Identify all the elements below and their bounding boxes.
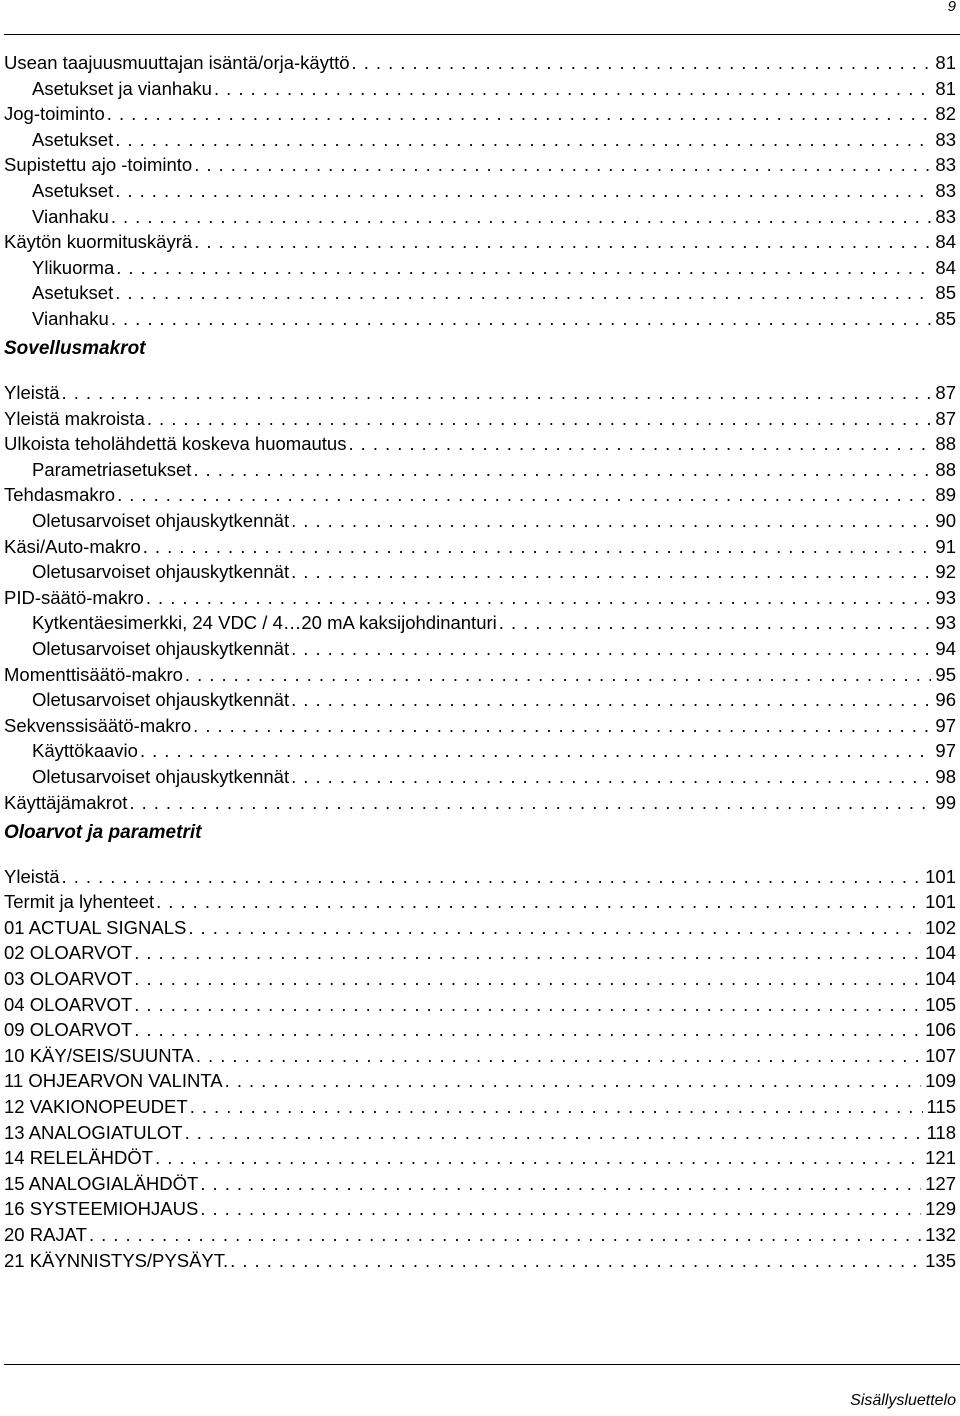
toc-entry-title: Usean taajuusmuuttajan isäntä/orja-käyttö (4, 52, 350, 73)
toc-entry[interactable] (4, 611, 956, 635)
toc-entry-title: Yleistä makroista (4, 407, 145, 429)
toc-entry[interactable] (4, 1249, 956, 1273)
dot-leader (62, 865, 922, 889)
toc-entry-page-number: 135 (925, 1249, 956, 1271)
toc-entry-title: 21 KÄYNNISTYS/PYSÄYT. (4, 1249, 229, 1271)
dot-leader (117, 483, 931, 507)
toc-entry-page-number: 88 (935, 458, 956, 480)
toc-entry-title: Käytön kuormituskäyrä (4, 231, 193, 253)
toc-entry-page-number: 102 (925, 916, 956, 938)
toc-entry[interactable] (4, 916, 956, 940)
toc-entry[interactable] (4, 993, 956, 1017)
toc-entry-title: Oletusarvoiset ohjauskytkennät (32, 561, 290, 583)
toc-entry-title: Asetukset (32, 180, 114, 201)
dot-leader (134, 941, 921, 965)
toc-entry-page-number: 105 (925, 993, 956, 1015)
toc-entry-page-number: 99 (935, 791, 956, 813)
toc-entry[interactable] (4, 637, 956, 661)
toc-entry[interactable] (4, 51, 956, 75)
toc-entry[interactable] (4, 1121, 956, 1145)
toc-entry-title: 04 OLOARVOT (4, 993, 133, 1015)
toc-entry-page-number: 85 (935, 282, 956, 304)
toc-entry[interactable] (4, 205, 956, 229)
dot-leader (62, 381, 932, 405)
toc-entry[interactable] (4, 1223, 956, 1247)
toc-entry[interactable] (4, 102, 956, 126)
toc-entry-page-number: 109 (925, 1070, 956, 1092)
dot-leader (134, 1018, 921, 1042)
toc-entry-page-number: 85 (935, 308, 956, 329)
dot-leader (115, 281, 931, 305)
toc-entry-page-number: 96 (935, 689, 956, 711)
toc-entry[interactable] (4, 407, 956, 431)
dot-leader (200, 1172, 921, 1196)
toc-entry-title: 03 OLOARVOT (4, 968, 133, 989)
toc-entry-page-number: 101 (925, 891, 956, 913)
toc-entry-page-number: 107 (925, 1044, 956, 1066)
dot-leader (188, 916, 921, 940)
dot-leader (107, 102, 932, 126)
toc-entry-page-number: 129 (925, 1198, 956, 1220)
toc-entry[interactable] (4, 230, 956, 254)
toc-entry-title: PID-säätö-makro (4, 586, 144, 608)
header-rule (4, 34, 960, 35)
toc-entry-page-number: 83 (935, 180, 956, 201)
toc-entry-title: 13 ANALOGIATULOT (4, 1121, 183, 1143)
toc-entry-title: Tehdasmakro (4, 484, 116, 506)
toc-entry[interactable] (4, 1172, 956, 1196)
toc-entry-title: 09 OLOARVOT (4, 1019, 133, 1041)
toc-entry[interactable] (4, 865, 956, 889)
toc-entry[interactable] (4, 1197, 956, 1221)
toc-entry[interactable] (4, 967, 956, 991)
dot-leader (146, 586, 932, 610)
toc-entry[interactable] (4, 1044, 956, 1068)
toc-entry-page-number: 93 (935, 612, 956, 634)
toc-entry[interactable] (4, 1069, 956, 1093)
dot-leader (116, 256, 931, 280)
toc-entry-title: Käyttäjämakrot (4, 791, 128, 813)
toc-entry[interactable] (4, 256, 956, 280)
toc-entry-title: Termit ja lyhenteet (4, 891, 155, 913)
dot-leader (291, 765, 931, 789)
toc-entry-page-number: 106 (925, 1019, 956, 1041)
toc-entry-page-number: 104 (925, 968, 956, 989)
toc-entry-title: 11 OHJEARVON VALINTA (4, 1070, 223, 1092)
toc-entry-title: Sekvenssisäätö-makro (4, 714, 192, 736)
toc-entry-page-number: 88 (935, 433, 956, 455)
toc-entry-page-number: 94 (935, 638, 956, 659)
toc-entry-title: Käsi/Auto-makro (4, 535, 141, 557)
dot-leader (291, 560, 931, 584)
toc-entry-title: Kytkentäesimerkki, 24 VDC / 4…20 mA kaksijohdinanturi (32, 612, 497, 634)
dot-leader (193, 714, 931, 738)
dot-leader (193, 458, 931, 482)
toc-entry-title: Vianhaku (32, 205, 109, 227)
toc-entry-title: Asetukset (32, 128, 114, 150)
dot-leader (155, 1146, 921, 1170)
toc-entry-page-number: 98 (935, 766, 956, 787)
toc-entry-title: 01 ACTUAL SIGNALS (4, 916, 187, 938)
dot-leader (143, 535, 932, 559)
dot-leader (225, 1069, 921, 1093)
dot-leader (147, 407, 932, 431)
toc-entry-page-number: 115 (926, 1096, 956, 1117)
toc-entry[interactable] (4, 281, 956, 305)
dot-leader (134, 993, 921, 1017)
toc-entry-page-number: 127 (925, 1172, 956, 1194)
toc-entry-page-number: 97 (935, 740, 956, 762)
dot-leader (111, 307, 932, 331)
dot-leader (291, 688, 931, 712)
toc-entry-title: Asetukset (32, 282, 114, 304)
toc-entry[interactable] (4, 77, 956, 101)
toc-entry-title: Asetukset ja vianhaku (32, 77, 212, 99)
toc-entry[interactable] (4, 381, 956, 405)
toc-entry-page-number: 82 (935, 103, 956, 125)
toc-entry[interactable] (4, 307, 956, 331)
toc-entry-title: Ylikuorma (32, 256, 115, 278)
toc-entry-title: 20 RAJAT (4, 1224, 87, 1245)
dot-leader (499, 611, 932, 635)
toc-entry[interactable] (4, 1146, 956, 1170)
dot-leader (291, 509, 931, 533)
toc-entry-page-number: 83 (935, 154, 956, 176)
toc-entry-page-number: 91 (935, 535, 956, 557)
toc-entry-page-number: 83 (935, 205, 956, 227)
dot-leader (115, 179, 931, 203)
toc-entry-title: Ulkoista teholähdettä koskeva huomautus (4, 433, 347, 455)
page-number: 9 (947, 0, 956, 15)
toc-entry-page-number: 81 (935, 77, 956, 99)
toc-entry-page-number: 95 (935, 663, 956, 685)
dot-leader (115, 128, 931, 152)
dot-leader (190, 1095, 923, 1119)
dot-leader (352, 51, 932, 75)
toc-entry[interactable] (4, 179, 956, 203)
toc-entry-title: 10 KÄY/SEIS/SUUNTA (4, 1044, 194, 1066)
toc-entry[interactable] (4, 432, 956, 456)
toc-entry-page-number: 90 (935, 510, 956, 531)
dot-leader (196, 1044, 921, 1068)
toc-entry-title: Oletusarvoiset ohjauskytkennät (32, 689, 290, 711)
toc-entry-title: 15 ANALOGIALÄHDÖT (4, 1172, 199, 1194)
toc-entry-page-number: 83 (935, 128, 956, 150)
toc-entry-page-number: 87 (935, 382, 956, 403)
toc-entry[interactable] (4, 509, 956, 533)
footer-title: Sisällysluettelo (850, 1392, 956, 1409)
toc-entry-title: Oletusarvoiset ohjauskytkennät (32, 510, 290, 531)
section-heading: Sovellusmakrot (4, 338, 146, 359)
toc-entry-title: Vianhaku (32, 308, 109, 329)
toc-entry-title: Parametriasetukset (32, 458, 192, 480)
toc-entry-title: Yleistä (4, 382, 60, 403)
toc-entry-title: Käyttökaavio (32, 740, 138, 762)
footer-rule (4, 1364, 960, 1365)
toc-entry[interactable] (4, 458, 956, 482)
toc-entry-title: 14 RELELÄHDÖT (4, 1147, 154, 1169)
toc-entry-page-number: 84 (935, 256, 956, 278)
toc-entry-page-number: 89 (935, 484, 956, 506)
toc-entry[interactable] (4, 483, 956, 507)
toc-entry[interactable] (4, 890, 956, 914)
toc-entry[interactable] (4, 586, 956, 610)
toc-entry[interactable] (4, 1018, 956, 1042)
toc-entry[interactable] (4, 739, 956, 763)
toc-entry-page-number: 97 (935, 714, 956, 736)
toc-entry[interactable] (4, 688, 956, 712)
toc-entry[interactable] (4, 560, 956, 584)
dot-leader (185, 663, 932, 687)
dot-leader (111, 205, 932, 229)
toc-entry[interactable] (4, 128, 956, 152)
dot-leader (194, 230, 931, 254)
toc-entry-title: Supistettu ajo -toiminto (4, 154, 193, 176)
dot-leader (200, 1197, 921, 1221)
toc-entry[interactable] (4, 765, 956, 789)
toc-entry[interactable] (4, 791, 956, 815)
toc-entry-title: Oletusarvoiset ohjauskytkennät (32, 638, 290, 659)
toc-entry-page-number: 93 (935, 586, 956, 608)
toc-entry[interactable] (4, 714, 956, 738)
toc-entry[interactable] (4, 1095, 956, 1119)
section-heading: Oloarvot ja parametrit (4, 821, 202, 843)
dot-leader (230, 1249, 921, 1273)
dot-leader (134, 967, 921, 991)
dot-leader (129, 791, 931, 815)
toc-entry-page-number: 132 (925, 1224, 956, 1245)
toc-entry[interactable] (4, 941, 956, 965)
dot-leader (291, 637, 931, 661)
toc-entry-page-number: 104 (925, 942, 956, 964)
dot-leader (140, 739, 931, 763)
toc-entry-page-number: 121 (925, 1147, 956, 1169)
toc-entry-page-number: 118 (926, 1121, 956, 1143)
toc-entry[interactable] (4, 153, 956, 177)
toc-entry-title: 16 SYSTEEMIOHJAUS (4, 1198, 199, 1220)
toc-entry-page-number: 87 (935, 407, 956, 429)
toc-entry-title: 12 VAKIONOPEUDET (4, 1096, 188, 1117)
dot-leader (194, 153, 931, 177)
toc-entry-page-number: 81 (935, 52, 956, 73)
toc-entry-title: Jog-toiminto (4, 103, 105, 125)
toc-entry[interactable] (4, 535, 956, 559)
dot-leader (89, 1223, 921, 1247)
dot-leader (185, 1121, 923, 1145)
toc-entry-page-number: 84 (935, 231, 956, 253)
toc-entry-page-number: 101 (925, 865, 956, 887)
toc-entry-title: Yleistä (4, 865, 60, 887)
toc-entry-page-number: 92 (935, 561, 956, 583)
toc-entry-title: 02 OLOARVOT (4, 942, 133, 964)
toc-entry-title: Oletusarvoiset ohjauskytkennät (32, 766, 290, 787)
toc-entry-title: Momenttisäätö-makro (4, 663, 183, 685)
dot-leader (348, 432, 931, 456)
dot-leader (214, 77, 931, 101)
toc-entry[interactable] (4, 663, 956, 687)
dot-leader (156, 890, 921, 914)
